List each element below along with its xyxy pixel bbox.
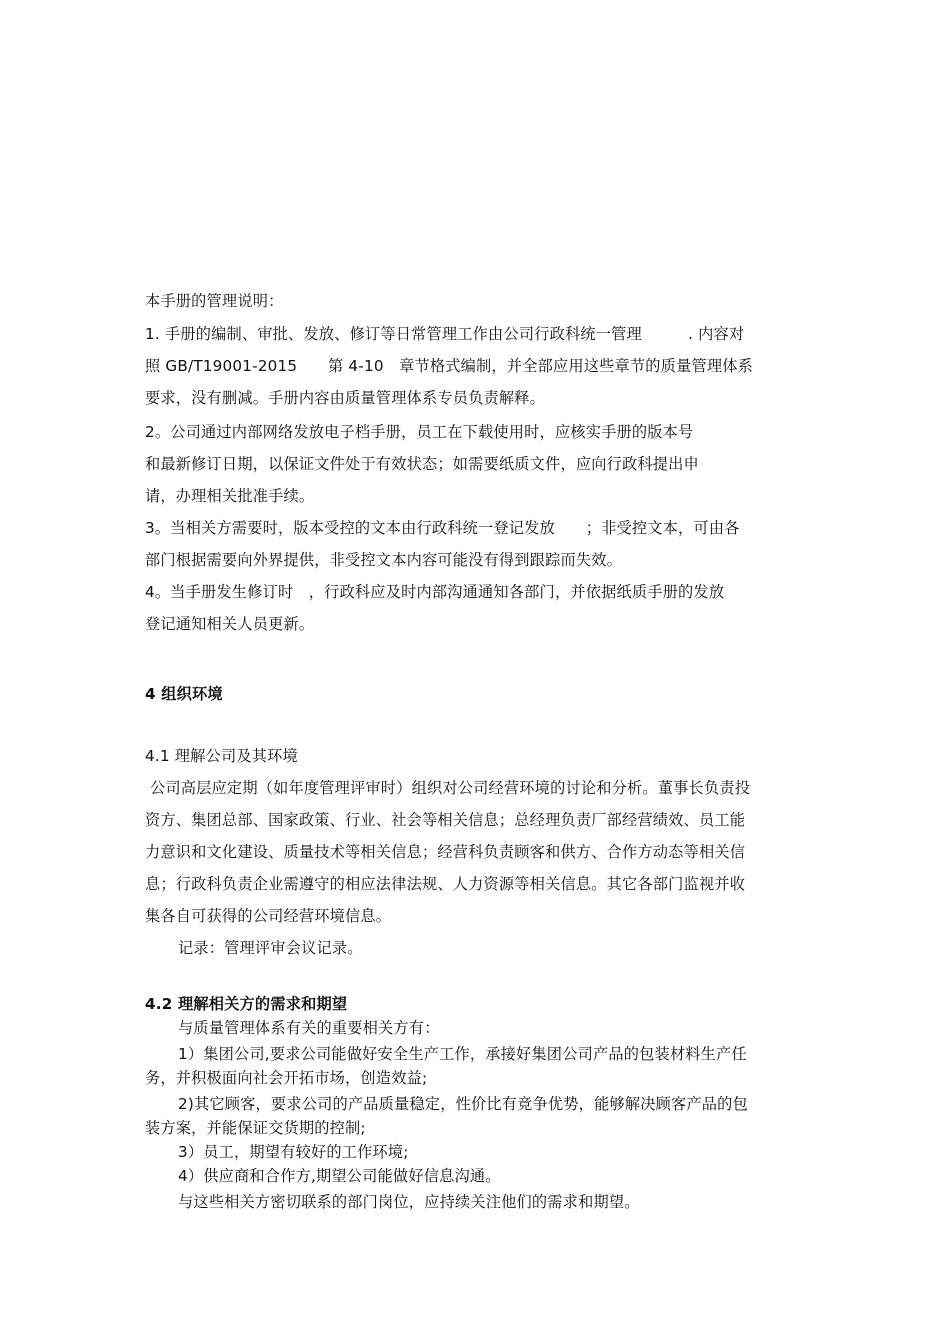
management-line-4: 2。公司通过内部网络发放电子档手册，员工在下载使用时，应核实手册的版本号 (145, 423, 694, 441)
section-4-2-line-6: 4）供应商和合作方,期望公司能做好信息沟通。 (178, 1167, 501, 1185)
section-4-1-line-4: 息；行政科负责企业需遵守的相应法律法规、人力资源等相关信息。其它各部门监视并收 (145, 875, 746, 893)
management-line-6: 请，办理相关批准手续。 (145, 487, 315, 505)
management-line-5: 和最新修订日期，以保证文件处于有效状态；如需要纸质文件，应向行政科提出申 (145, 455, 699, 473)
management-line-2: 照 GB/T19001-2015 第 4-10 章节格式编制，并全部应用这些章节的质量管理体系 (145, 357, 754, 375)
section-4-2-line-7: 与这些相关方密切联系的部门岗位，应持续关注他们的需求和期望。 (178, 1193, 640, 1211)
management-line-7: 3。当相关方需要时，版本受控的文本由行政科统一登记发放 ；非受控文本，可由各 (145, 519, 740, 537)
section-4-2-line-4: 装方案，并能保证交货期的控制; (145, 1119, 366, 1137)
section-4-2-heading: 4.2 理解相关方的需求和期望 (145, 995, 348, 1013)
management-line-8: 部门根据需要向外界提供，非受控文本内容可能没有得到跟踪而失效。 (145, 551, 623, 569)
section-4-1-line-2: 资方、集团总部、国家政策、行业、社会等相关信息；总经理负责厂部经营绩效、员工能 (145, 811, 746, 829)
section-4-1-heading: 4.1 理解公司及其环境 (145, 747, 298, 765)
section-4-1-record: 记录：管理评审会议记录。 (178, 939, 363, 957)
management-line-3: 要求，没有删减。手册内容由质量管理体系专员负责解释。 (145, 389, 546, 407)
section-4-2-intro: 与质量管理体系有关的重要相关方有： (178, 1019, 440, 1037)
management-line-10: 登记通知相关人员更新。 (145, 615, 315, 633)
section-4-2-line-5: 3）员工，期望有较好的工作环境; (178, 1143, 409, 1161)
section-4-2-line-3: 2)其它顾客，要求公司的产品质量稳定，性价比有竞争优势，能够解决顾客产品的包 (178, 1095, 748, 1113)
section-4-2-line-1: 1）集团公司,要求公司能做好安全生产工作，承接好集团公司产品的包装材料生产任 (178, 1045, 747, 1063)
section-4-1-line-5: 集各自可获得的公司经营环境信息。 (145, 907, 392, 925)
management-line-9: 4。当手册发生修订时 ，行政科应及时内部沟通通知各部门，并依据纸质手册的发放 (145, 583, 725, 601)
section-4-1-line-1: 公司高层应定期（如年度管理评审时）组织对公司经营环境的讨论和分析。董事长负责投 (150, 779, 751, 797)
management-line-1: 1. 手册的编制、审批、发放、修订等日常管理工作由公司行政科统一管理 . 内容对 (145, 325, 745, 343)
section-4-2-line-2: 务，并积极面向社会开拓市场，创造效益; (145, 1069, 428, 1087)
section-4-heading: 4 组织环境 (145, 685, 223, 703)
section-4-1-line-3: 力意识和文化建设、质量技术等相关信息；经营科负责顾客和供方、合作方动态等相关信 (145, 843, 746, 861)
management-title: 本手册的管理说明： (145, 292, 284, 310)
